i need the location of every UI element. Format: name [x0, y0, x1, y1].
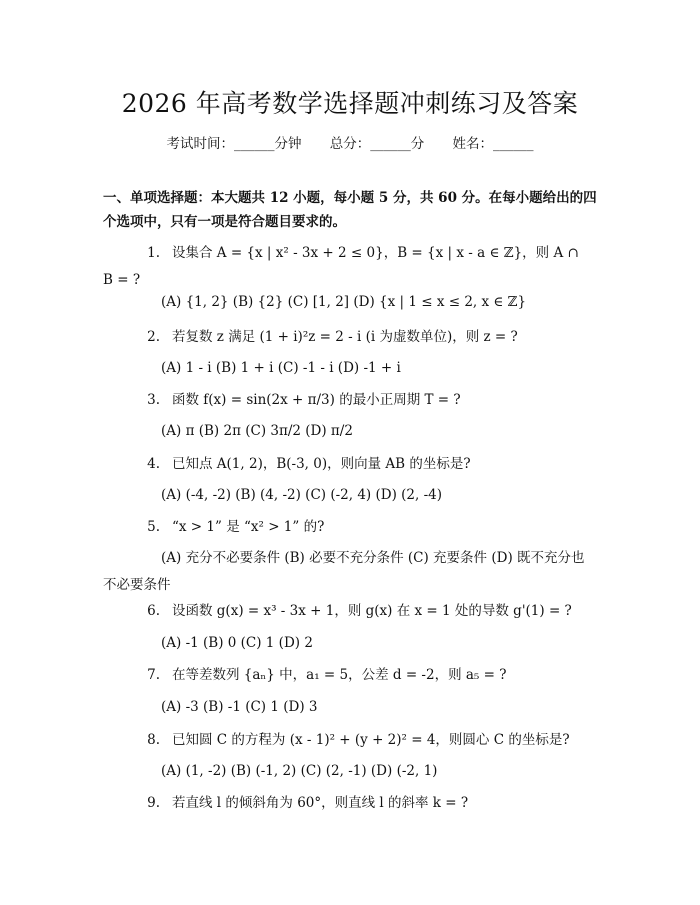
question-number: 5.	[147, 519, 160, 535]
question-9	[103, 790, 593, 817]
question-7-options: (A) -3 (B) -1 (C) 1 (D) 3	[161, 699, 318, 715]
question-stem: 在等差数列 {aₙ} 中，a₁ = 5，公差 d = -2，则 a₅ = ?	[172, 667, 507, 683]
question-number: 6.	[147, 603, 160, 619]
question-stem: 已知圆 C 的方程为 (x - 1)² + (y + 2)² = 4，则圆心 C 的坐标是?	[172, 732, 570, 748]
question-4	[103, 451, 593, 478]
question-2-options: (A) 1 - i (B) 1 + i (C) -1 - i (D) -1 + i	[161, 360, 401, 376]
question-8-options: (A) (1, -2) (B) (-1, 2) (C) (2, -1) (D) (-2, 1)	[161, 763, 438, 779]
student-name-field: 姓名：______	[452, 136, 534, 152]
total-score-field: 总分：______分	[329, 136, 425, 152]
question-1	[103, 240, 593, 294]
question-number: 2.	[147, 329, 160, 345]
question-5-options: (A) 充分不必要条件 (B) 必要不充分条件 (C) 充要条件 (D) 既不充分也不必要条件	[103, 550, 585, 593]
exam-info-line	[0, 132, 700, 152]
question-3-options: (A) π (B) 2π (C) 3π/2 (D) π/2	[161, 423, 353, 439]
page-title: 2026 年高考数学选择题冲刺练习及答案	[121, 89, 579, 118]
section-heading: 一、单项选择题：本大题共 12 小题，每小题 5 分，共 60 分。在每小题给出的四个选项中，只有一项是符合题目要求的。	[103, 190, 597, 230]
question-number: 7.	[147, 667, 160, 683]
question-3	[103, 387, 593, 414]
question-6-options: (A) -1 (B) 0 (C) 1 (D) 2	[161, 635, 313, 651]
question-number: 1.	[147, 245, 160, 261]
question-6	[103, 598, 593, 625]
question-stem: 若直线 l 的倾斜角为 60°，则直线 l 的斜率 k = ?	[172, 795, 469, 811]
question-number: 9.	[147, 795, 160, 811]
question-4-options: (A) (-4, -2) (B) (4, -2) (C) (-2, 4) (D) (2, -4)	[161, 487, 442, 503]
question-stem: 已知点 A(1, 2)，B(-3, 0)，则向量 AB 的坐标是?	[172, 456, 471, 472]
question-stem: 函数 f(x) = sin(2x + π/3) 的最小正周期 T = ?	[172, 392, 461, 408]
question-number: 3.	[147, 392, 160, 408]
question-stem: 若复数 z 满足 (1 + i)²z = 2 - i (i 为虚数单位)，则 z = ?	[172, 329, 518, 345]
question-1-options: (A) {1, 2} (B) {2} (C) [1, 2] (D) {x | 1 ≤ x ≤ 2, x ∈ ℤ}	[161, 294, 527, 310]
question-5	[103, 514, 593, 541]
question-stem: 设集合 A = {x | x² - 3x + 2 ≤ 0}，B = {x | x - a ∈ ℤ}，则 A ∩ B = ?	[103, 245, 579, 288]
question-stem: “x > 1” 是 “x² > 1” 的?	[172, 519, 325, 535]
question-8	[103, 727, 593, 754]
question-number: 8.	[147, 732, 160, 748]
exam-time-field: 考试时间：______分钟	[166, 136, 302, 152]
question-number: 4.	[147, 456, 160, 472]
question-2	[103, 324, 593, 351]
question-stem: 设函数 g(x) = x³ - 3x + 1，则 g(x) 在 x = 1 处的导数 g'(1) = ?	[172, 603, 572, 619]
question-7	[103, 662, 593, 689]
